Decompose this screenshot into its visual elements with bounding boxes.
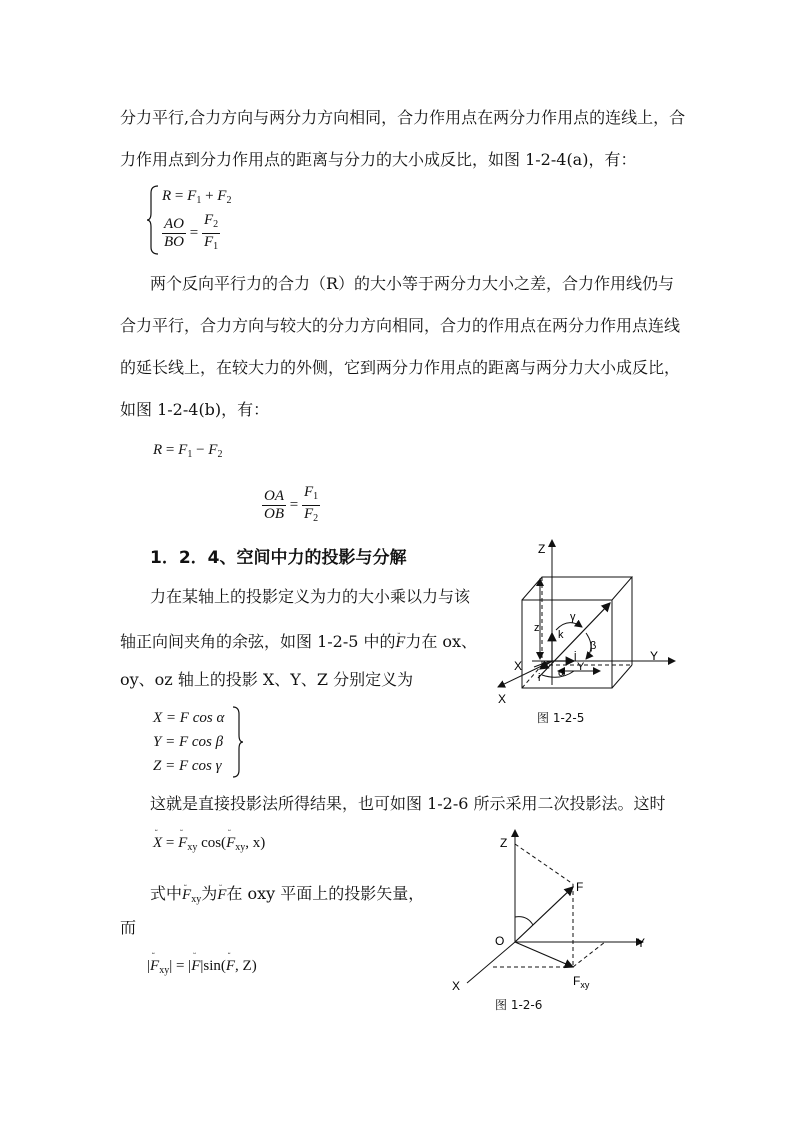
right-brace (232, 706, 244, 778)
vector-f: ᵕᵕ F (217, 885, 226, 905)
label-x-inner: X (514, 659, 523, 673)
paragraph-line: 式中ᵕᵕ $F_{xy}$为ᵕᵕ F在 oxy 平面上的投影矢量， (150, 884, 424, 910)
force-vector (515, 887, 573, 942)
paragraph-line: 力作用点到分力作用点的距离与分力的大小成反比，如图 1-2-4(a)，有： (120, 150, 637, 169)
paragraph-line: 分力平行,合力方向与两分力方向相同，合力作用点在两分力作用点的连线上，合 (120, 108, 686, 127)
label-y-axis: Y (650, 649, 659, 663)
equation-ratio-2: $\frac{OA}{OB}$ = $\frac{F_1}{F_2}$ (264, 484, 319, 524)
paragraph-line: 合力平行，合力方向与较大的分力方向相同，合力的作用点在两分力作用点连线 (120, 316, 681, 335)
label-z-dim: z (534, 622, 540, 634)
x-axis (498, 661, 552, 687)
figure-1-2-5 (490, 535, 690, 735)
vector-fxy: ᵕᵕ $F_{xy}$ (182, 885, 201, 910)
projection-vector (515, 942, 573, 967)
section-heading: 1．2．4、空间中力的投影与分解 (150, 548, 407, 568)
vector-f: ᵕᵕ F (396, 633, 406, 653)
paragraph-line: 而 (120, 918, 137, 937)
left-brace (146, 185, 160, 255)
paragraph-line: 如图 1-2-4(b)，有： (120, 400, 270, 419)
equation-magnitude: |ᵕᵕ $F_{xy}|$ = |ᵕᵕ F|sin(ᵕᵕ F, Z) (147, 958, 257, 976)
x-axis (467, 942, 515, 983)
label-beta: β (590, 640, 597, 652)
label-z-axis: Z (500, 836, 508, 850)
equation-r-diff: $R = F_1 - F_2$ (153, 442, 223, 460)
label-fxy: $F_{xy}$ (573, 974, 590, 990)
equation-projections: X = F cos α Y = F cos β Z = F cos γ (153, 710, 225, 774)
figure-1-2-6 (445, 825, 665, 995)
paragraph-line: oy、oz 轴上的投影 X、Y、Z 分别定义为 (120, 670, 414, 689)
label-f: F (576, 880, 584, 894)
label-k: k (558, 629, 564, 641)
label-origin: O (495, 934, 505, 948)
label-y-dim: Y (577, 661, 585, 673)
label-x-axis: X (452, 979, 461, 993)
label-z-axis: Z (538, 542, 546, 556)
paragraph-line: 力在某轴上的投影定义为力的大小乘以力与该 (150, 587, 471, 606)
paragraph-line: 这就是直接投影法所得结果，也可如图 1-2-6 所示采用二次投影法。这时 (150, 794, 666, 813)
label-alpha: α (558, 667, 565, 679)
figure-caption: 图 1-2-5 (537, 711, 585, 725)
label-y-axis: Y (637, 936, 646, 950)
equation-secondary-projection: ᵕᵕ X = ᵕᵕ $F_{xy}$ cos(ᵕᵕ $F_{xy}$, x) (153, 835, 265, 853)
label-j: j (574, 650, 577, 662)
label-i: i (538, 672, 541, 684)
paragraph-line: 轴正向间夹角的余弦，如图 1-2-5 中的ᵕᵕ F力在 ox、 (120, 632, 477, 653)
label-x-axis: X (498, 692, 507, 706)
equation-ratio-1: $\frac{AO}{BO}$ = $\frac{F_2}{F_1}$ (164, 212, 219, 252)
label-gamma: γ (570, 611, 576, 623)
paragraph-line: 的延长线上，在较大力的外侧，它到两分力作用点的距离与两分力大小成反比， (120, 358, 681, 377)
equation-r-sum: $R = F_1 + F_2$ (162, 188, 232, 206)
paragraph-line: 两个反向平行力的合力（R）的大小等于两分力大小之差，合力作用线仍与 (150, 274, 675, 293)
figure-caption: 图 1-2-6 (495, 998, 543, 1012)
